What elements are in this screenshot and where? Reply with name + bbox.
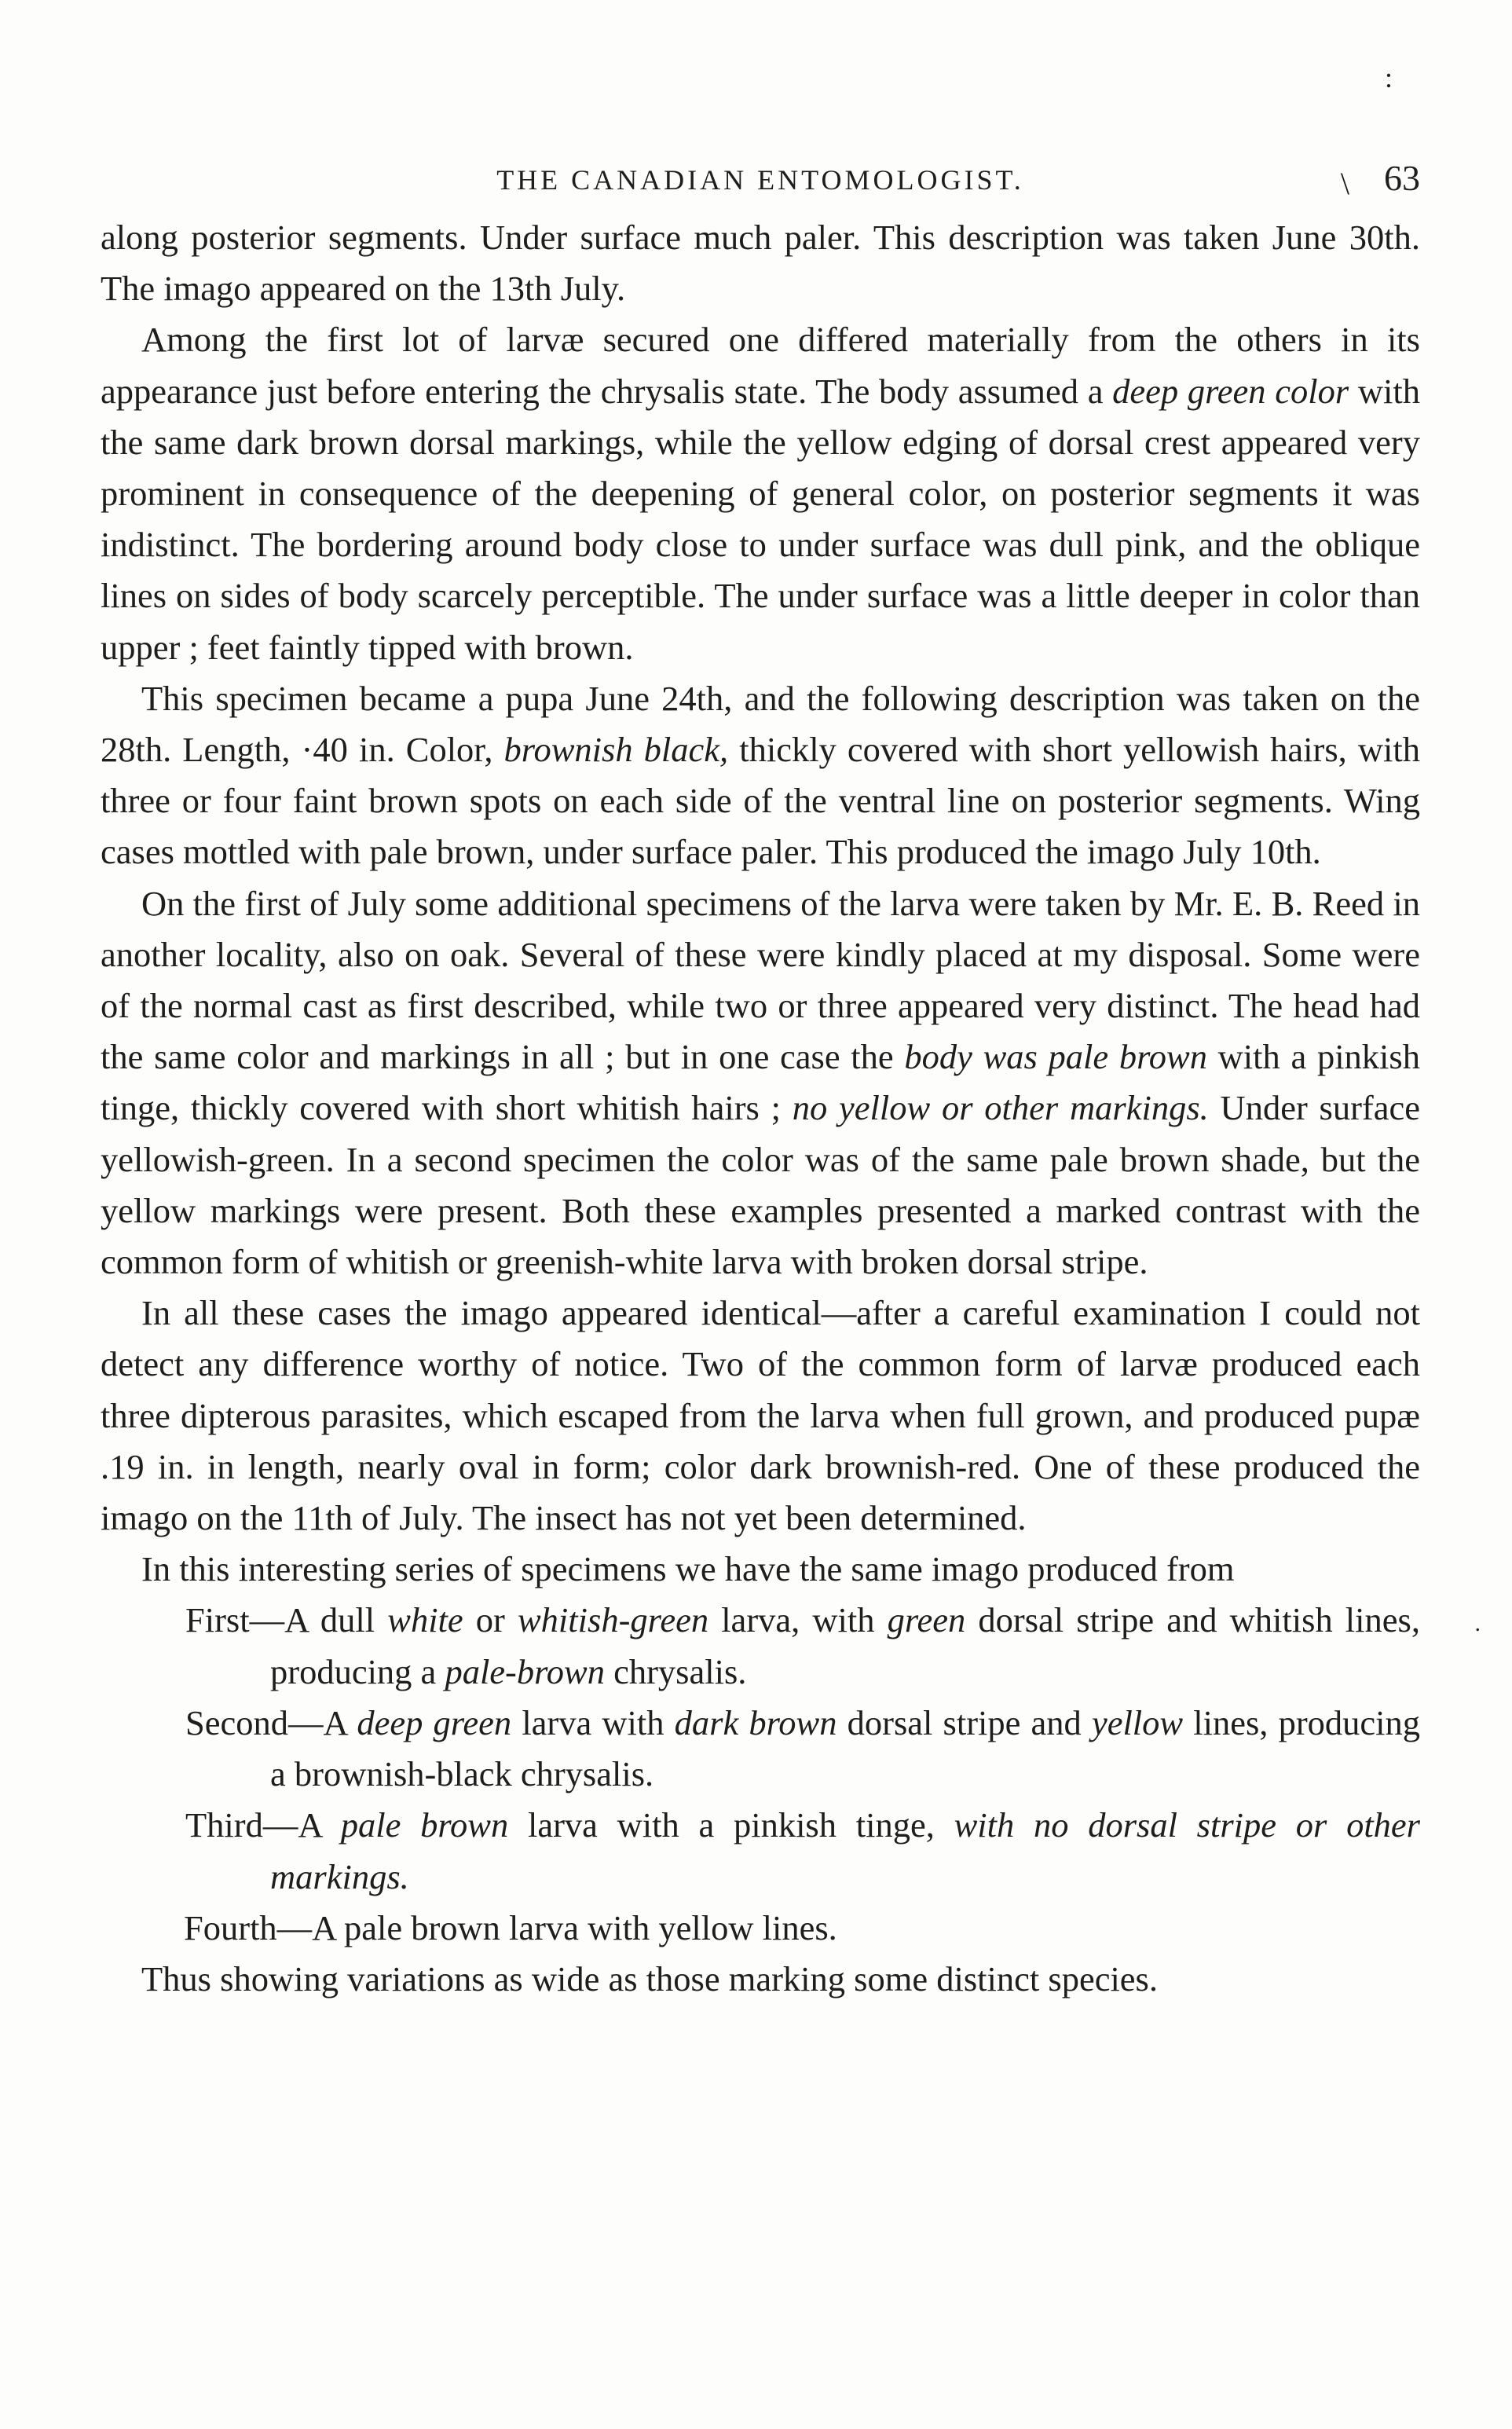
list-item-fourth (101, 1903, 1420, 1954)
text-run: On the first of July some additional specimens of the larva were taken by Mr. E. B. Reed in another locality, also on oak. Several of these were kindly placed at my disposal. Some were of the normal cast as first described, while two or three appeared very distinct. The head had the same color and markings in all ; but in one case the (101, 883, 1420, 1077)
italic-run: yellow (1091, 1702, 1184, 1742)
text-run: In this interesting series of specimens we have the same imago produced from (141, 1549, 1235, 1589)
text-run: larva with a pinkish tinge, (508, 1805, 954, 1845)
body-text (101, 212, 1420, 2005)
header-mark: \ (1340, 166, 1351, 201)
paragraph-5 (101, 1288, 1420, 1544)
italic-run: green (887, 1600, 966, 1640)
text-run: dorsal stripe and whitish lines, producing a (270, 1600, 1420, 1691)
paragraph-3 (101, 673, 1420, 878)
paragraph-7 (101, 1954, 1420, 2005)
italic-run: white (387, 1600, 463, 1640)
text-run: larva with (511, 1702, 675, 1742)
text-run: Second—A (185, 1702, 357, 1742)
italic-run: brownish black, (503, 730, 729, 770)
paragraph-6 (101, 1544, 1420, 1595)
text-run: or (463, 1600, 518, 1640)
text-run: This specimen became a pupa June 24th, and the following description was taken on the 28th. Length, ·40 in. Color, (101, 678, 1420, 770)
italic-run: pale-brown (445, 1651, 605, 1691)
italic-run: with no dorsal stripe or other markings. (270, 1805, 1421, 1896)
text-run: Fourth—A pale brown larva with yellow lines. (184, 1907, 837, 1947)
list-item-second (101, 1698, 1420, 1800)
paragraph-2 (101, 314, 1420, 672)
page (101, 141, 1420, 2005)
text-run: dorsal stripe and (837, 1702, 1092, 1742)
margin-mark-side: . (1474, 1610, 1481, 1636)
text-run: Among the first lot of larvæ secured one differed materially from the others in its appearance just before entering the chrysalis state. The body assumed a (101, 320, 1420, 411)
list-item-third (101, 1800, 1420, 1902)
text-run: thickly covered with short yellowish hairs, with three or four faint brown spots on each side of the ventral line on posterior segments. Wing cases mottled with pale brown, under surface paler. This produced the imago July 10th. (101, 730, 1420, 872)
italic-run: pale brown (340, 1805, 509, 1845)
italic-run: no yellow or other markings. (792, 1088, 1209, 1128)
text-run: Thus showing variations as wide as those marking some distinct species. (141, 1958, 1158, 1999)
text-run: larva, with (708, 1600, 888, 1640)
text-run: with a pinkish tinge, thickly covered with short whitish hairs ; (101, 1037, 1420, 1128)
running-head: THE CANADIAN ENTOMOLOGIST. (496, 164, 1024, 196)
italic-run: deep green (357, 1702, 512, 1742)
text-run: chrysalis. (604, 1651, 747, 1691)
text-run: In all these cases the imago appeared identical—after a careful examination I could not detect any difference worthy of notice. Two of the common form of larvæ produced each three dipterous parasites, which escaped from the larva when full grown, and produced pupæ .19 in. in length, nearly oval in form; color dark brownish-red. One of these produced the imago on the 11th of July. The insect has not yet been determined. (101, 1293, 1420, 1538)
text-run: Third—A (185, 1805, 341, 1845)
italic-run: deep green color (1112, 371, 1349, 411)
margin-mark-top: : (1384, 62, 1394, 93)
paragraph-4 (101, 878, 1420, 1288)
italic-run: whitish-green (518, 1600, 709, 1640)
text-run: lines, producing a brownish-black chrysalis. (270, 1702, 1421, 1794)
page-header (101, 141, 1420, 212)
text-run: with the same dark brown dorsal markings, while the yellow edging of dorsal crest appeared very prominent in consequence of the deepening of general color, on posterior segments it was indistinct. The bordering around body close to under surface was dull pink, and the oblique lines on sides of body scarcely perceptible. The under surface was a little deeper in color than upper ; feet faintly tipped with brown. (101, 371, 1420, 667)
text-run: Under surface yellowish-green. In a second specimen the color was of the same pale brown shade, but the yellow markings were present. Both these examples presented a marked contrast with the common form of whitish or greenish-white larva with broken dorsal stripe. (101, 1088, 1420, 1282)
italic-run: body was pale brown (904, 1037, 1207, 1077)
text-run: along posterior segments. Under surface much paler. This description was taken June 30th. The imago appeared on the 13th July. (101, 218, 1420, 309)
paragraph-1 (101, 212, 1420, 314)
italic-run: dark brown (674, 1702, 837, 1742)
list-item-first (101, 1595, 1420, 1697)
page-number: 63 (1384, 158, 1420, 198)
text-run: First—A dull (185, 1600, 388, 1640)
